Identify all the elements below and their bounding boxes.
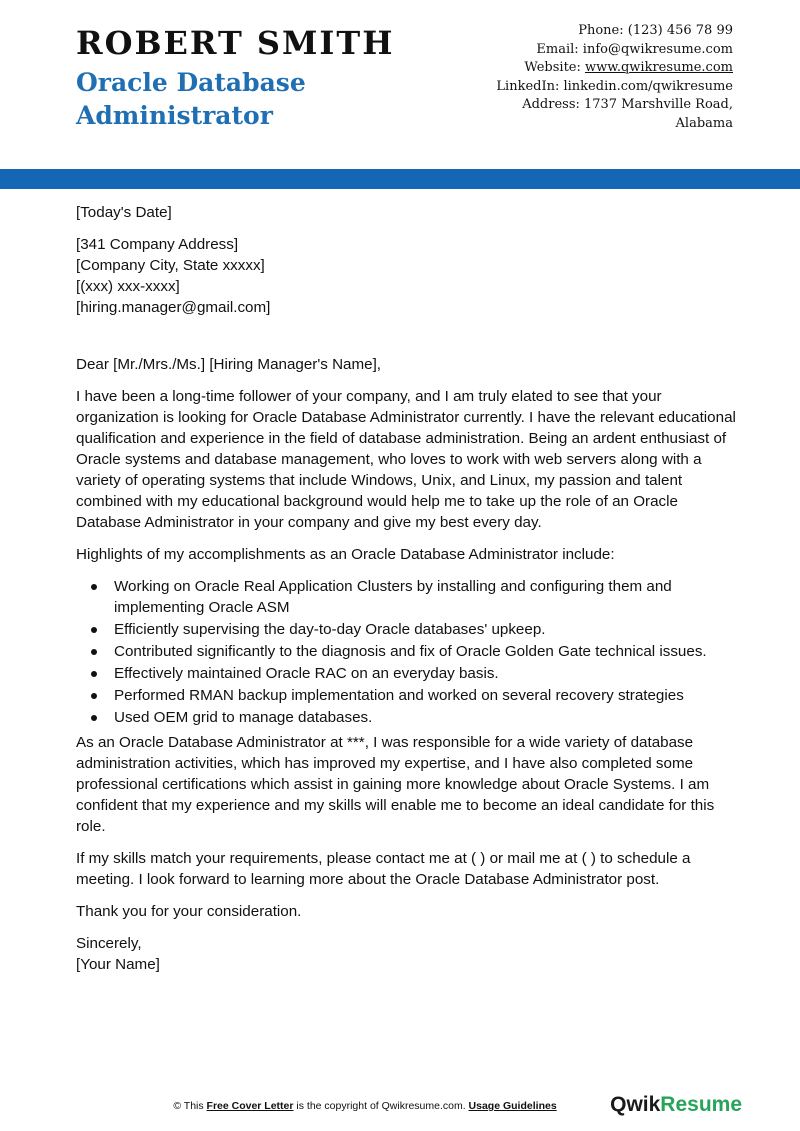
highlight-item: Contributed significantly to the diagnosis and fix of Oracle Golden Gate technical issues. <box>114 641 736 662</box>
contact-address-line2: Alabama <box>675 115 733 131</box>
page-footer <box>0 1093 800 1117</box>
signoff: Sincerely, <box>76 935 142 952</box>
contact-paragraph: If my skills match your requirements, please contact me at ( ) or mail me at ( ) to schedule a meeting. I look forward to learning more about the Oracle Database Administrator post. <box>76 850 691 888</box>
contact-linkedin: LinkedIn: linkedin.com/qwikresume <box>496 78 733 94</box>
logo-qwik: Qwik <box>610 1093 661 1116</box>
highlight-item: Effectively maintained Oracle RAC on an everyday basis. <box>114 663 736 684</box>
address-line: [341 Company Address] <box>76 236 239 253</box>
contact-phone: Phone: (123) 456 78 99 <box>578 23 733 38</box>
copyright-middle: is the copyright of Qwikresume.com. <box>293 1100 469 1112</box>
thanks-line: Thank you for your consideration. <box>76 903 302 920</box>
address-line: [Company City, State xxxxx] <box>76 257 265 274</box>
experience-paragraph: As an Oracle Database Administrator at ***, I was responsible for a wide variety of database administration activities, which has improved my expertise, and I have also completed some professional certifications which assist in gaining more knowledge about Oracle Systems. I am confident that my experience and my skills will enable me to become an ideal candidate for this role. <box>76 734 715 835</box>
contact-block <box>413 22 733 134</box>
usage-guidelines-link[interactable]: Usage Guidelines <box>468 1100 557 1112</box>
highlights-list <box>76 576 736 728</box>
contact-address-line1: Address: 1737 Marshville Road, <box>522 97 733 113</box>
copyright-prefix: © This <box>173 1100 207 1112</box>
letter-body <box>76 202 736 975</box>
highlight-item: Efficiently supervising the day-to-day Oracle databases' upkeep. <box>114 619 736 640</box>
letter-header <box>0 0 800 168</box>
letter-date: [Today's Date] <box>76 204 172 221</box>
qwikresume-logo <box>610 1093 742 1117</box>
salutation: Dear [Mr./Mrs./Ms.] [Hiring Manager's Name], <box>76 356 382 373</box>
accent-bar <box>0 169 800 189</box>
signature-name: [Your Name] <box>76 956 160 973</box>
recipient-address <box>76 234 736 318</box>
contact-email: Email: info@qwikresume.com <box>536 41 733 57</box>
job-title: Oracle Database Administrator <box>76 68 306 130</box>
logo-resume: Resume <box>660 1093 742 1116</box>
free-cover-letter-link[interactable]: Free Cover Letter <box>206 1100 294 1112</box>
highlights-intro: Highlights of my accomplishments as an Oracle Database Administrator include: <box>76 546 615 563</box>
applicant-name: ROBERT SMITH <box>76 24 395 62</box>
highlight-item: Used OEM grid to manage databases. <box>114 707 736 728</box>
address-line: [hiring.manager@gmail.com] <box>76 299 271 316</box>
intro-paragraph: I have been a long-time follower of your company, and I am truly elated to see that your organization is looking for Oracle Database Administrator currently. I have the relevant educational qualification and experience in the field of database administration. Being an ardent enthusiast of Oracle systems and database management, who loves to work with web servers along with a variety of operating systems that include Windows, Unix, and Linux, my passion and talent combined with my educational background would help me to take up the role of an Oracle Database Administrator in your company and give my best every day. <box>76 388 736 531</box>
contact-website-label: Website: <box>524 60 585 76</box>
address-line: [(xxx) xxx-xxxx] <box>76 278 180 295</box>
contact-website-line <box>413 59 733 78</box>
contact-website-link[interactable]: www.qwikresume.com <box>585 60 733 76</box>
highlight-item: Working on Oracle Real Application Clusters by installing and configuring them and implementing Oracle ASM <box>114 576 736 618</box>
highlight-item: Performed RMAN backup implementation and worked on several recovery strategies <box>114 685 736 706</box>
